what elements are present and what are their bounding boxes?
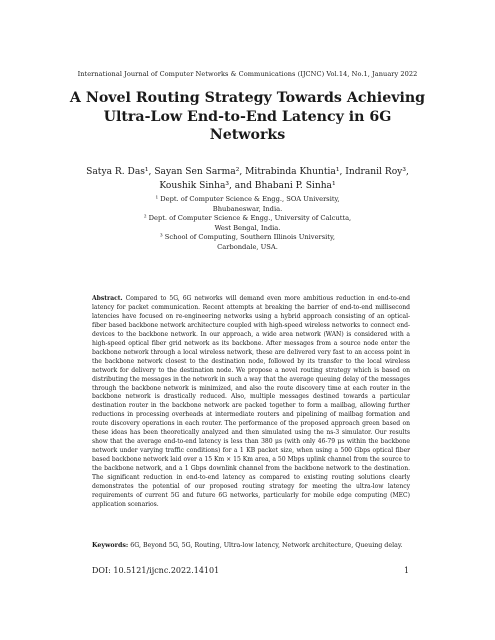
keywords-label: Keywords: [92, 542, 129, 549]
abstract-text: Compared to 5G, 6G networks will demand even more ambitious reduction in end-to-end latency for packet communication. Recent attempts at breaking the barrier of end-to-end millisecond latencies have focused on re-engineering networks using a hybrid approach consisting of an optical-fiber based backbone network architecture coupled with high-speed wireless networks to connect end-devices to the backbone network. In our approach, a wide area network (WAN) is considered with a high-speed optical fiber grid network as its backbone. After messages from a source node enter the backbone network through a local wireless network, these are delivered very fast to an access point in the backbone network closest to the destination node, followed by its transfer to the local wireless network for delivery to the destination node. We propose a novel routing strategy which is based on distributing the messages in the network in such a way that the average queuing delay of the messages through the backbone network is minimized, and also the route discovery time at each router in the backbone network is drastically reduced. Also, multiple messages destined towards a particular destination router in the backbone network are packed together to form a mailbag, allowing further reductions in processing overheads at intermediate routers and pipelining of mailbag formation and route discovery operations in each router. The performance of the proposed approach green based on these ideas has been theoretically analyzed and then simulated using the ns-3 simulator. Our results show that the average end-to-end latency is less than 380 μs (with only 46-79 μs within the backbone network under varying traffic conditions) for a 1 KB packet size, when using a 500 Gbps optical fiber based backbone network laid over a 15 Km × 15 Km area, a 50 Mbps uplink channel from the source to the backbone network, and a 1 Gbps downlink channel from the backbone network to the destination. The significant reduction in end-to-end latency as compared to existing routing solutions clearly demonstrates the potential of our proposed routing strategy for meeting the ultra-low latency requirements of current 5G and future 6G networks, particularly for mobile edge computing (MEC) application scenarios. [92, 295, 410, 508]
affiliation-line: ¹ Dept. of Computer Science & Engg., SOA University, [155, 195, 340, 203]
author-line: Satya R. Das¹, Sayan Sen Sarma², Mitrabinda Khuntia¹, Indranil Roy³, [86, 167, 409, 177]
title-line: Networks [209, 127, 286, 143]
title-line: Ultra-Low End-to-End Latency in 6G [103, 108, 392, 125]
page-number: 1 [404, 566, 410, 575]
affiliation-line: ² Dept. of Computer Science & Engg., University of Calcutta, [143, 214, 352, 223]
abstract-label: Abstract. [92, 295, 123, 302]
keywords [92, 542, 422, 549]
affiliation-line: ³ School of Computing, Southern Illinois University, [160, 233, 335, 242]
author-list [85, 166, 410, 193]
affiliation-line: Bhubaneswar, India. [212, 204, 283, 213]
title-line: A Novel Routing Strategy Towards Achieving [69, 90, 426, 106]
journal-header: International Journal of Computer Networks & Communications (IJCNC) Vol.14, No.1, January 2022 [77, 70, 418, 78]
keywords-text: 6G, Beyond 5G, 5G, Routing, Ultra-low latency, Network architecture, Queuing delay. [130, 542, 403, 549]
abstract [92, 295, 410, 510]
paper-title [60, 89, 435, 145]
affiliation-line: Carbondale, USA. [217, 242, 278, 251]
affiliation-line: West Bengal, India. [214, 223, 281, 232]
author-line: Koushik Sinha³, and Bhabani P. Sinha¹ [159, 180, 336, 191]
affiliations [100, 195, 395, 253]
doi-footer[interactable]: DOI: 10.5121/ijcnc.2022.14101 [92, 566, 220, 575]
